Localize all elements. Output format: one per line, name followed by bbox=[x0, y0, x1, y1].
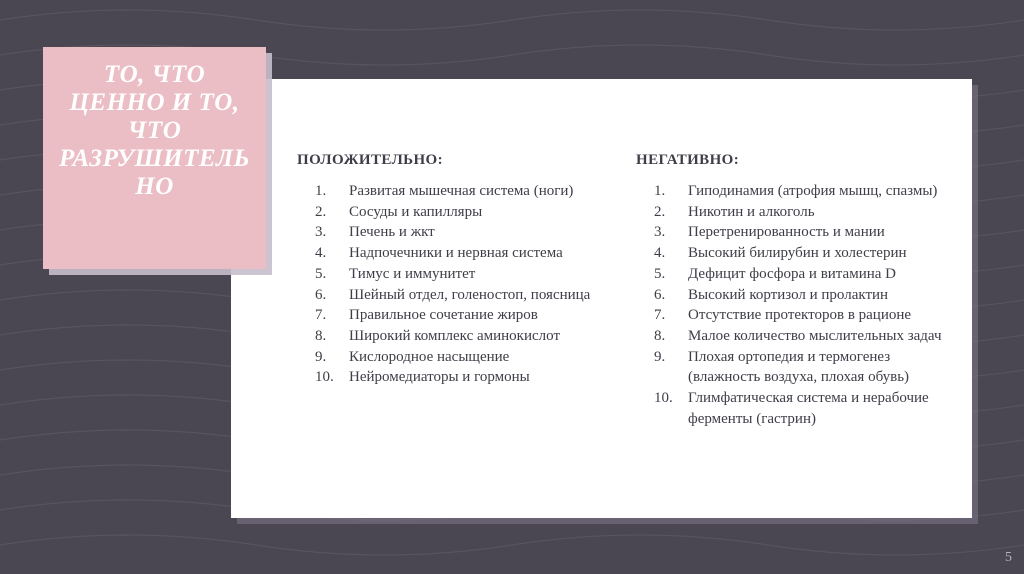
list-item: 6. Высокий кортизол и пролактин bbox=[654, 286, 889, 303]
list-item: 3. Перетренированность и мании bbox=[654, 224, 885, 241]
list-item: 7. Отсутствие протекторов в рационе bbox=[654, 307, 912, 324]
list-item: 5. Тимус и иммунитет bbox=[315, 265, 476, 282]
list-item: 2. Никотин и алкоголь bbox=[654, 203, 815, 220]
list-item: 9. Плохая ортопедия и термогенез (влажность воздуха, плохая обувь) bbox=[654, 348, 910, 386]
list-item: 2. Сосуды и капилляры bbox=[315, 203, 483, 220]
negative-column bbox=[636, 152, 956, 429]
list-item: 1. Развитая мышечная система (ноги) bbox=[315, 183, 574, 199]
negative-heading: НЕГАТИВНО: bbox=[636, 152, 740, 168]
list-item: 8. Малое количество мыслительных задач bbox=[654, 327, 942, 344]
list-item: 9. Кислородное насыщение bbox=[315, 348, 510, 365]
page-number: 5 bbox=[1005, 550, 1012, 565]
list-item: 10. Глимфатическая система и нерабочие ферменты (гастрин) bbox=[654, 390, 929, 427]
list-item: 7. Правильное сочетание жиров bbox=[315, 307, 538, 324]
negative-list bbox=[636, 181, 956, 429]
list-item: 3. Печень и жкт bbox=[315, 224, 435, 241]
slide-title: ТО, ЧТО ЦЕННО И ТО, ЧТО РАЗРУШИТЕЛЬНО bbox=[58, 61, 251, 200]
list-item: 6. Шейный отдел, голеностоп, поясница bbox=[315, 286, 591, 303]
positive-column bbox=[297, 152, 607, 388]
list-item: 4. Надпочечники и нервная система bbox=[315, 245, 563, 262]
list-item: 10. Нейромедиаторы и гормоны bbox=[315, 369, 530, 386]
positive-list bbox=[297, 181, 607, 388]
list-item: 5. Дефицит фосфора и витамина D bbox=[654, 265, 896, 282]
title-box bbox=[43, 47, 266, 269]
positive-heading: ПОЛОЖИТЕЛЬНО: bbox=[297, 152, 443, 168]
list-item: 8. Широкий комплекс аминокислот bbox=[315, 327, 560, 344]
list-item: 4. Высокий билирубин и холестерин bbox=[654, 245, 907, 262]
list-item: 1. Гиподинамия (атрофия мышц, спазмы) bbox=[654, 183, 938, 199]
